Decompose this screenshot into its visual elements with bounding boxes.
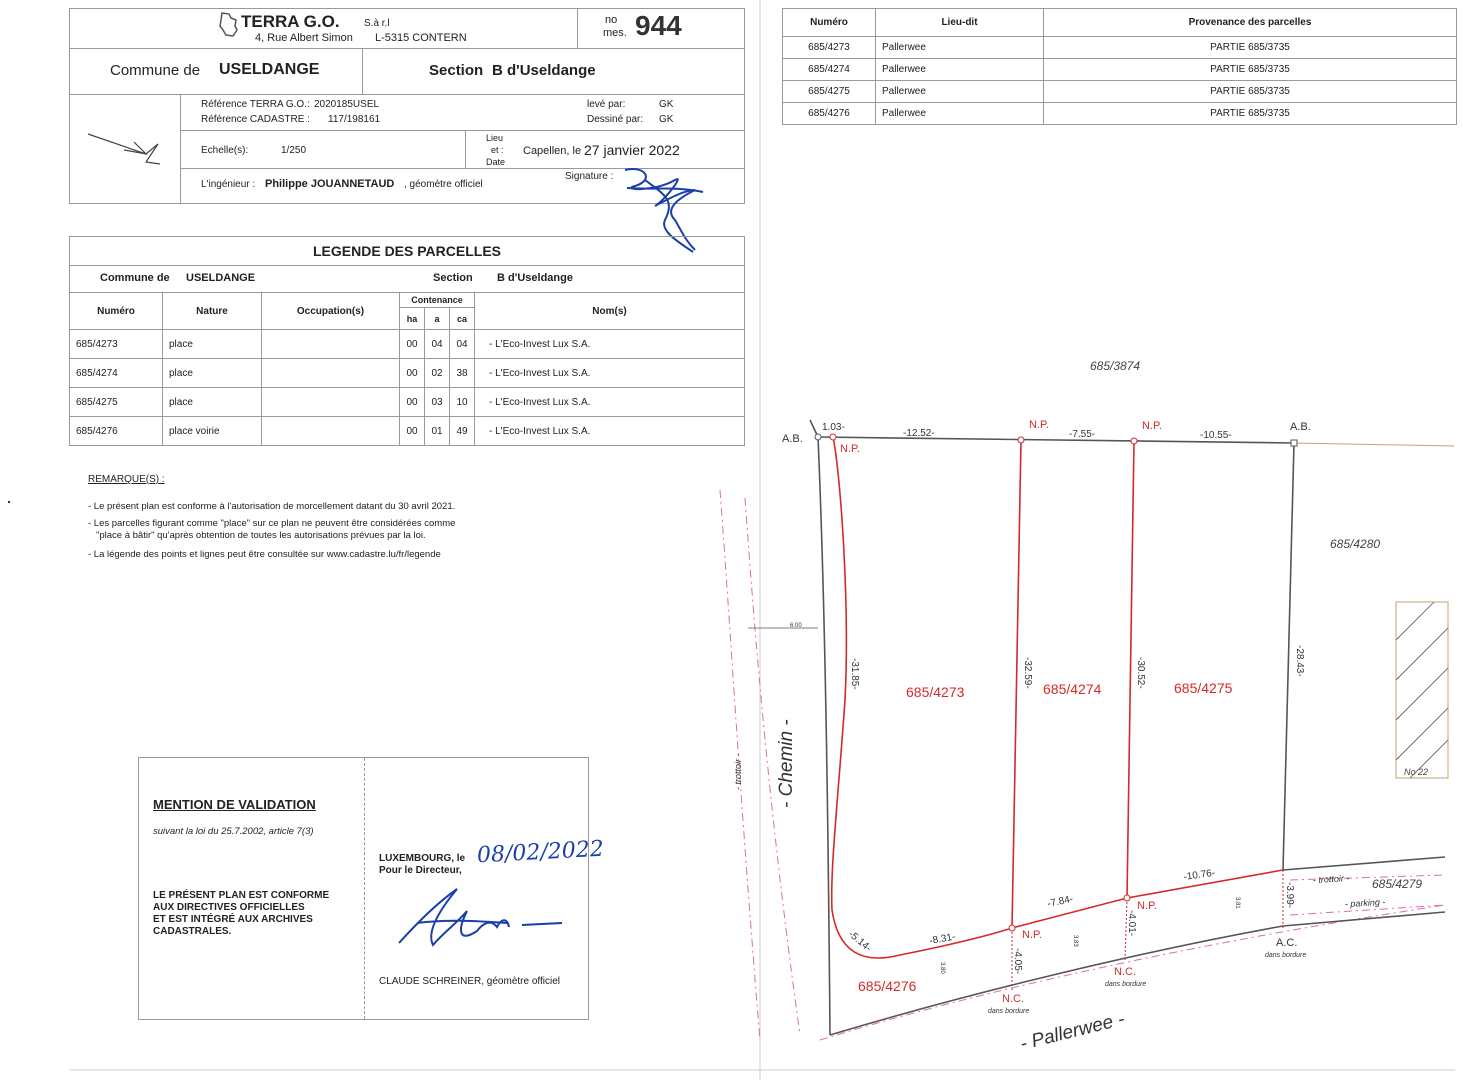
legende-cell: place [163, 359, 262, 388]
validation-body: LE PRÉSENT PLAN EST CONFORME [153, 890, 330, 901]
remarques-title: REMARQUE(S) : [88, 474, 165, 485]
legende-cell: 03 [425, 388, 450, 417]
ref-terra-value: 2020185USEL [314, 99, 380, 110]
street-west-label: - Chemin - [776, 719, 797, 808]
dimension-small: 3.81 [1234, 897, 1240, 909]
dans-bordure: dans bordure [1265, 952, 1307, 959]
dimension-label: -30.52- [1135, 657, 1146, 689]
parcel-north-label: 685/3874 [1090, 359, 1141, 373]
marker-ac: A.C. [1276, 937, 1298, 949]
trottoir-south-label: - trottoir - [1312, 873, 1350, 885]
dimension-small: 3.80 [939, 962, 945, 974]
echelle-label: Echelle(s): [201, 145, 249, 156]
trottoir-west-label: - trottoir - [733, 753, 743, 790]
dimension-label: -10.55- [1200, 430, 1232, 441]
marker-ab: A.B. [1290, 421, 1311, 433]
parcel-se-label: 685/4279 [1372, 877, 1423, 891]
dimension-label: -5.14- [846, 928, 874, 955]
legende-cell: 00 [400, 417, 425, 446]
lieu-label-3: Date [486, 157, 506, 167]
remarque-item: - La légende des points et lignes peut être consultée sur www.cadastre.lu/fr/legende [88, 549, 441, 560]
marker-nc: N.C. [1114, 966, 1136, 978]
marker-np: N.P. [1022, 929, 1042, 941]
leve-par-label: levé par: [587, 99, 626, 110]
prov-cell: 685/4276 [783, 103, 876, 125]
plan-number: 944 [635, 10, 682, 41]
company-name: TERRA G.O. [241, 12, 340, 31]
legende-cell: - L'Eco-Invest Lux S.A. [475, 388, 745, 417]
handwritten-date: 08/02/2022 [476, 836, 605, 869]
lieu-date-prefix: Capellen, le [523, 145, 582, 157]
company-address: 4, Rue Albert Simon [255, 32, 353, 44]
company-city: L-5315 CONTERN [375, 32, 467, 44]
marker-np: N.P. [840, 443, 860, 455]
ingenieur-label: L'ingénieur : [201, 179, 256, 190]
dimension-label: -3.99- [1284, 882, 1295, 909]
legende-cell: place [163, 388, 262, 417]
prov-cell: PARTIE 685/3735 [1044, 37, 1457, 59]
legende-cell: place [163, 330, 262, 359]
prov-cell: 685/4274 [783, 59, 876, 81]
dimension-label: -7.84- [1046, 893, 1075, 910]
dimension-small: 3.83 [1072, 935, 1078, 947]
parcel-label: 685/4275 [1174, 680, 1233, 696]
legende-cell: 00 [400, 330, 425, 359]
legende-cell: 04 [425, 330, 450, 359]
legende-cell: 00 [400, 359, 425, 388]
legende-header-numero: Numéro [70, 293, 163, 330]
dimension-label: -28.43- [1294, 645, 1305, 677]
house-label: No 22 [1404, 767, 1429, 777]
marker-ab: A.B. [782, 433, 803, 445]
validation-signatory: CLAUDE SCHREINER, géomètre officiel [379, 976, 560, 987]
commune-label: Commune de [110, 62, 201, 79]
legende-section: B d'Useldange [497, 272, 573, 284]
dimension-label: 1.03- [822, 422, 845, 433]
marker-np: N.P. [1142, 420, 1162, 432]
dans-bordure: dans bordure [988, 1008, 1030, 1015]
dessine-par-label: Dessiné par: [587, 114, 644, 125]
mes-label: mes. [603, 27, 627, 39]
prov-cell: Pallerwee [876, 81, 1044, 103]
company-suffix: S.à r.l [364, 18, 390, 29]
ref-cadastre-value: 117/198161 [328, 114, 381, 125]
legende-cell: - L'Eco-Invest Lux S.A. [475, 359, 745, 388]
legende-cell: 01 [425, 417, 450, 446]
dimension-label: -32.59- [1022, 657, 1033, 689]
echelle-value: 1/250 [281, 145, 307, 156]
prov-cell: 685/4275 [783, 81, 876, 103]
dans-bordure: dans bordure [1105, 981, 1147, 988]
legende-header-occupation: Occupation(s) [262, 293, 400, 330]
ingenieur-suffix: , géomètre officiel [404, 179, 483, 190]
lieu-label-2: et : [491, 145, 504, 155]
section-value: B d'Useldange [492, 62, 596, 79]
legende-header-ca: ca [450, 308, 475, 330]
validation-body: CADASTRALES. [153, 926, 232, 937]
legende-cell: 04 [450, 330, 475, 359]
prov-cell: 685/4273 [783, 37, 876, 59]
prov-cell: Pallerwee [876, 37, 1044, 59]
marker-np: N.P. [1029, 419, 1049, 431]
leve-par-value: GK [659, 99, 674, 110]
dimension-label: -12.52- [903, 428, 935, 439]
parcel-label: 685/4273 [906, 684, 965, 700]
prov-cell: Pallerwee [876, 103, 1044, 125]
legende-title: LEGENDE DES PARCELLES [313, 243, 501, 259]
dimension-label: -7.55- [1069, 429, 1096, 440]
legende-cell: place voirie [163, 417, 262, 446]
validation-place: LUXEMBOURG, le [379, 853, 466, 864]
legende-cell: 685/4273 [70, 330, 163, 359]
dimension-label: -8.31- [928, 931, 957, 947]
dimension-label: -31.85- [849, 658, 860, 690]
legende-cell: - L'Eco-Invest Lux S.A. [475, 330, 745, 359]
commune-value: USELDANGE [219, 61, 320, 78]
parcel-label: 685/4274 [1043, 681, 1102, 697]
dimension-small: 6.00 [790, 623, 802, 629]
legende-commune: USELDANGE [186, 272, 256, 284]
legende-cell: 685/4275 [70, 388, 163, 417]
validation-title: MENTION DE VALIDATION [153, 797, 316, 812]
parcel-east-label: 685/4280 [1330, 537, 1381, 551]
legende-commune-label: Commune de [100, 272, 170, 284]
validation-director: Pour le Directeur, [379, 865, 462, 876]
street-south-label: - Pallerwee - [1018, 1008, 1127, 1055]
no-label: no [605, 14, 618, 26]
lieu-date-value: 27 janvier 2022 [584, 142, 680, 158]
dimension-label: -10.76- [1182, 867, 1216, 883]
legende-header-noms: Nom(s) [475, 293, 745, 330]
legende-header-ha: ha [400, 308, 425, 330]
dessine-par-value: GK [659, 114, 674, 125]
ingenieur-name: Philippe JOUANNETAUD [265, 178, 395, 190]
marker-np: N.P. [1137, 900, 1157, 912]
marker-nc: N.C. [1002, 993, 1024, 1005]
legende-cell: - L'Eco-Invest Lux S.A. [475, 417, 745, 446]
signature-label: Signature : [565, 171, 614, 182]
remarque-item: "place à bâtir" qu'après obtention de toutes les autorisations prévues par la loi. [96, 530, 426, 541]
legende-cell: 10 [450, 388, 475, 417]
remarque-item: - Les parcelles figurant comme "place" sur ce plan ne peuvent être considérées comme [88, 518, 456, 529]
legende-header-nature: Nature [163, 293, 262, 330]
validation-subtitle: suivant la loi du 25.7.2002, article 7(3) [153, 826, 314, 837]
legende-section-label: Section [433, 272, 473, 284]
prov-cell: PARTIE 685/3735 [1044, 59, 1457, 81]
prov-cell: PARTIE 685/3735 [1044, 103, 1457, 125]
validation-body: ET EST INTÉGRÉ AUX ARCHIVES [153, 914, 313, 925]
parcel-label: 685/4276 [858, 978, 917, 994]
prov-header-provenance: Provenance des parcelles [1044, 9, 1457, 37]
ref-terra-label: Référence TERRA G.O.: [201, 99, 310, 110]
legende-cell: 49 [450, 417, 475, 446]
lieu-label-1: Lieu [486, 133, 504, 143]
legende-cell: 38 [450, 359, 475, 388]
legende-cell: 00 [400, 388, 425, 417]
dimension-label: -4.05- [1012, 948, 1023, 975]
legende-header-a: a [425, 308, 450, 330]
legende-header-contenance: Contenance [400, 293, 475, 308]
dimension-label: -4.01- [1126, 910, 1137, 937]
prov-header-numero: Numéro [783, 9, 876, 37]
ref-cadastre-label: Référence CADASTRE : [201, 114, 310, 125]
parking-label: - parking - [1344, 896, 1386, 909]
prov-cell: PARTIE 685/3735 [1044, 81, 1457, 103]
remarque-item: - Le présent plan est conforme à l'autorisation de morcellement datant du 30 avril 2021. [88, 501, 456, 512]
prov-cell: Pallerwee [876, 59, 1044, 81]
legende-cell: 685/4276 [70, 417, 163, 446]
prov-header-lieudit: Lieu-dit [876, 9, 1044, 37]
legende-cell: 685/4274 [70, 359, 163, 388]
section-label: Section [429, 62, 484, 79]
validation-body: AUX DIRECTIVES OFFICIELLES [153, 902, 305, 913]
legende-cell: 02 [425, 359, 450, 388]
